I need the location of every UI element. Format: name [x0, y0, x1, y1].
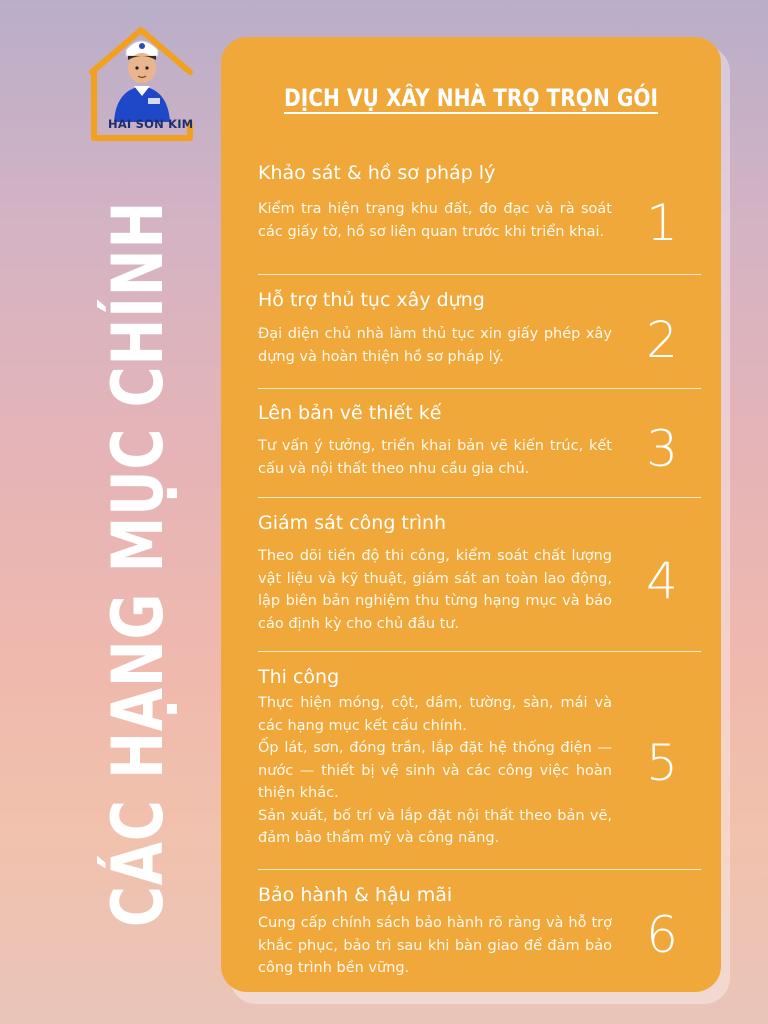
- section-item: [258, 402, 698, 478]
- divider: [258, 388, 701, 389]
- section-number: 1: [646, 194, 678, 252]
- section-title: Bảo hành & hậu mãi: [258, 884, 453, 906]
- section-body: Cung cấp chính sách bảo hành rõ ràng và hỗ trợ khắc phục, bảo trì sau khi bàn giao để đảm bảo công trình bền vững.: [258, 915, 612, 976]
- vertical-title: [97, 110, 179, 1018]
- vertical-title-text: CÁC HẠNG MỤC CHÍNH: [97, 200, 179, 928]
- section-number: 6: [646, 906, 678, 964]
- section-title: Khảo sát & hồ sơ pháp lý: [258, 162, 496, 184]
- section-number: 3: [646, 420, 678, 478]
- section-body: Kiểm tra hiện trạng khu đất, đo đạc và rà soát các giấy tờ, hồ sơ liên quan trước khi triển khai.: [258, 201, 612, 240]
- section-number: 2: [646, 311, 678, 369]
- section-title: Giám sát công trình: [258, 512, 447, 534]
- section-title: Lên bản vẽ thiết kế: [258, 402, 442, 424]
- card-header: [221, 80, 721, 120]
- section-body: Theo dõi tiến độ thi công, kiểm soát chất lượng vật liệu và kỹ thuật, giám sát an toàn lao động, lập biên bản nghiệm thu từng hạng mục và báo cáo định kỳ cho chủ đầu tư.: [258, 548, 612, 632]
- divider: [258, 274, 701, 275]
- section-item: [258, 666, 698, 846]
- section-item: [258, 884, 698, 976]
- divider: [258, 869, 701, 870]
- section-title: Hỗ trợ thủ tục xây dựng: [258, 289, 485, 311]
- brand-name: HAI SON KIM: [108, 117, 194, 131]
- divider: [258, 497, 701, 498]
- card-title: DỊCH VỤ XÂY NHÀ TRỌ TRỌN GÓI: [283, 84, 659, 112]
- section-item: [258, 162, 698, 252]
- divider: [258, 651, 701, 652]
- section-body: Thực hiện móng, cột, dầm, tường, sàn, mái và các hạng mục kết cấu chính. Ốp lát, sơn, đóng trần, lắp đặt hệ thống điện — nước — thiết bị vệ sinh và các công việc hoàn thiện khác. Sản xuất, bố trí và lắp đặt nội thất theo bản vẽ, đảm bảo thẩm mỹ và công năng.: [258, 695, 612, 846]
- section-item: [258, 289, 698, 369]
- section-number: 4: [646, 552, 678, 610]
- section-title: Thi công: [258, 666, 340, 688]
- section-item: [258, 512, 698, 632]
- section-number: 5: [646, 734, 678, 792]
- section-body: Tư vấn ý tưởng, triển khai bản vẽ kiến trúc, kết cấu và nội thất theo nhu cầu gia chủ.: [258, 438, 612, 477]
- section-body: Đại diện chủ nhà làm thủ tục xin giấy phép xây dựng và hoàn thiện hồ sơ pháp lý.: [258, 326, 612, 365]
